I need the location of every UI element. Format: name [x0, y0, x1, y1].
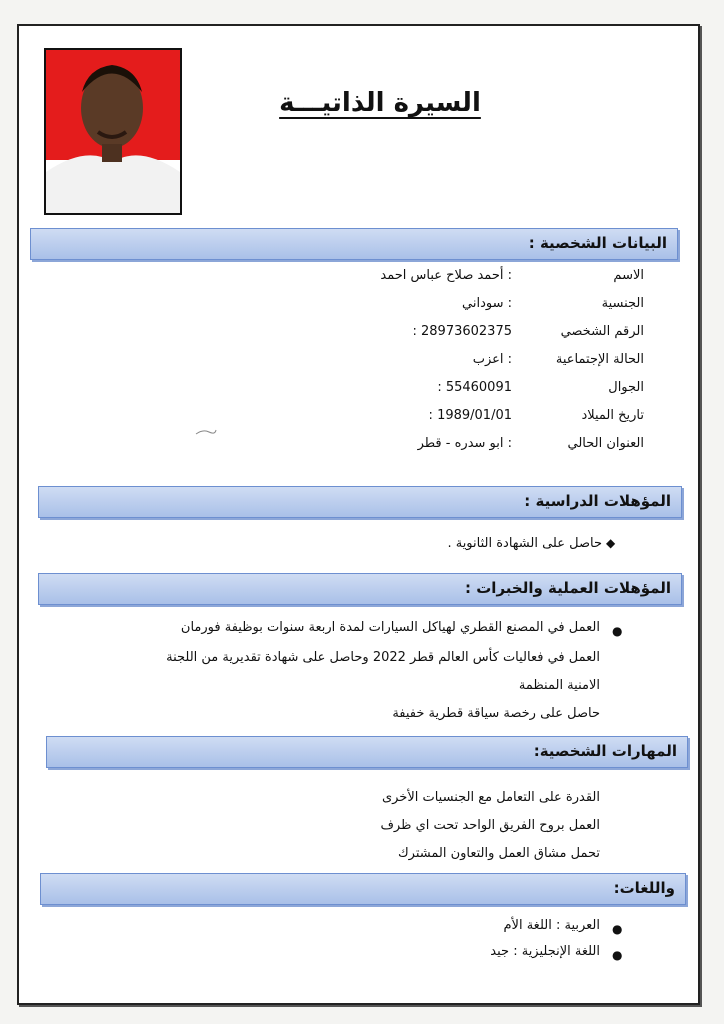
section-personal-title: البيانات الشخصية : — [528, 234, 667, 252]
info-label: الجنسية — [601, 296, 644, 311]
info-row-id — [0, 324, 724, 346]
circle-bullet-icon: ● — [612, 922, 623, 936]
section-skills-title: المهارات الشخصية: — [533, 742, 677, 760]
section-experience — [38, 573, 682, 605]
skill-item: تحمل مشاق العمل والتعاون المشترك — [397, 846, 600, 861]
info-row-mobile — [0, 380, 724, 402]
diamond-bullet-icon: ◆ — [606, 536, 616, 550]
experience-item: العمل في المصنع القطري لهياكل السيارات لمدة اربعة سنوات بوظيفة فورمان — [180, 620, 600, 635]
language-item: العربية : اللغة الأم — [503, 918, 600, 933]
info-value: : اعزب — [472, 352, 512, 367]
section-experience-title: المؤهلات العملية والخبرات : — [465, 579, 671, 597]
section-personal — [30, 228, 678, 260]
skill-item: العمل بروح الفريق الواحد تحت اي ظرف — [380, 818, 600, 833]
pen-mark — [195, 428, 217, 436]
language-item: اللغة الإنجليزية : جيد — [490, 944, 600, 959]
info-label: الحالة الإجتماعية — [555, 352, 644, 367]
info-value: 55460091 : — [437, 380, 512, 395]
info-value: : أحمد صلاح عباس احمد — [380, 268, 512, 283]
info-label: الاسم — [613, 268, 644, 283]
education-item: حاصل على الشهادة الثانوية . — [447, 536, 602, 551]
skill-item: القدرة على التعامل مع الجنسيات الأخرى — [381, 790, 600, 805]
circle-bullet-icon: ● — [612, 624, 623, 638]
section-education-title: المؤهلات الدراسية : — [524, 492, 671, 510]
experience-item: العمل في فعاليات كأس العالم قطر 2022 وحاصل على شهادة تقديرية من اللجنة — [166, 650, 600, 665]
circle-bullet-icon: ● — [612, 948, 623, 962]
section-education — [38, 486, 682, 518]
section-skills — [46, 736, 688, 768]
info-row-name — [0, 268, 724, 290]
info-label: العنوان الحالي — [567, 436, 644, 451]
experience-item: الامنية المنظمة — [518, 678, 600, 693]
info-row-address — [0, 436, 724, 458]
info-value: : ابو سدره - قطر — [417, 436, 512, 451]
info-value: 1989/01/01 : — [428, 408, 512, 423]
info-label: تاريخ الميلاد — [581, 408, 644, 423]
section-languages — [40, 873, 686, 905]
info-row-birthdate — [0, 408, 724, 430]
section-languages-title: واللغات: — [613, 879, 675, 897]
info-row-nationality — [0, 296, 724, 318]
info-value: 28973602375 : — [412, 324, 512, 339]
info-label: الرقم الشخصي — [560, 324, 644, 339]
info-label: الجوال — [608, 380, 644, 395]
info-row-marital — [0, 352, 724, 374]
personal-photo — [44, 48, 182, 215]
info-value: : سوداني — [462, 296, 512, 311]
experience-item: حاصل على رخصة سياقة قطرية خفيفة — [392, 706, 600, 721]
page-title: السيرة الذاتيـــة — [279, 88, 481, 118]
